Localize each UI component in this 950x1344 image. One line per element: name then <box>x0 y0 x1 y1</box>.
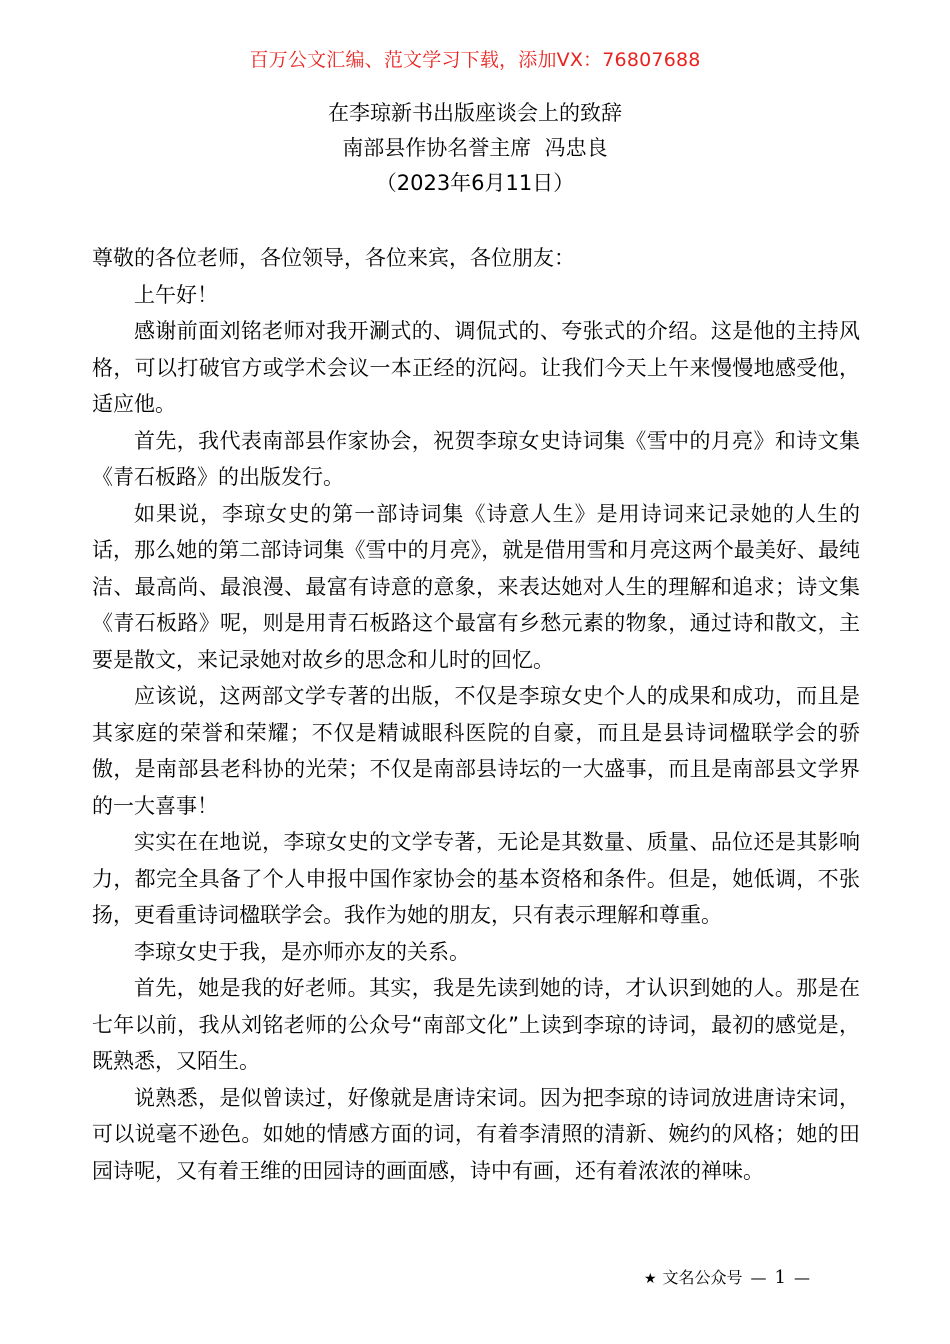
body-paragraph: 感谢前面刘铭老师对我开涮式的、调侃式的、夸张式的介绍。这是他的主持风格，可以打破官方或学术会议一本正经的沉闷。让我们今天上午来慢慢地感受他，适应他。 <box>92 319 860 416</box>
body-paragraph: 说熟悉，是似曾读过，好像就是唐诗宋词。因为把李琼的诗词放进唐诗宋词，可以说毫不逊色。如她的情感方面的词，有着李清照的清新、婉约的风格；她的田园诗呢，又有着王维的田园诗的画面感，诗中有画，还有着浓浓的禅味。 <box>92 1085 860 1183</box>
title-block <box>0 96 950 201</box>
body-paragraph: 首先，我代表南部县作家协会，祝贺李琼女史诗词集《雪中的月亮》和诗文集《青石板路》的出版发行。 <box>92 428 860 489</box>
footer-dash-right: — <box>794 1268 810 1287</box>
speech-body <box>92 240 860 1189</box>
speaker-line: 南部县作协名誉主席 冯忠良 <box>342 136 608 160</box>
speech-date: （2023年6月11日） <box>375 171 575 195</box>
star-icon: ★ <box>643 1271 657 1287</box>
page-footer <box>644 1266 818 1291</box>
speech-title: 在李琼新书出版座谈会上的致辞 <box>328 101 622 125</box>
body-paragraph: 李琼女史于我，是亦师亦友的关系。 <box>134 939 470 964</box>
footer-label: 文名公众号 <box>662 1268 743 1287</box>
footer-dash-left: — <box>750 1268 767 1287</box>
watermark-banner: 百万公文汇编、范文学习下载，添加VX：76807688 <box>249 49 701 71</box>
page-number: 1 <box>774 1267 786 1288</box>
body-paragraph: 如果说，李琼女史的第一部诗词集《诗意人生》是用诗词来记录她的人生的话，那么她的第二部诗词集《雪中的月亮》，就是借用雪和月亮这两个最美好、最纯洁、最高尚、最浪漫、最富有诗意的意象，来表达她对人生的理解和追求；诗文集《青石板路》呢，则是用青石板路这个最富有乡愁元素的物象，通过诗和散文，主要是散文，来记录她对故乡的思念和儿时的回忆。 <box>92 501 860 672</box>
body-paragraph: 上午好！ <box>134 282 218 307</box>
salutation-paragraph: 尊敬的各位老师，各位领导，各位来宾，各位朋友： <box>92 246 575 270</box>
body-paragraph: 实实在在地说，李琼女史的文学专著，无论是其数量、质量、品位还是其影响力，都完全具备了个人申报中国作家协会的基本资格和条件。但是，她低调，不张扬，更看重诗词楹联学会。我作为她的朋友，只有表示理解和尊重。 <box>92 830 860 927</box>
body-paragraph: 首先，她是我的好老师。其实，我是先读到她的诗，才认识到她的人。那是在七年以前，我从刘铭老师的公众号“南部文化”上读到李琼的诗词，最初的感觉是，既熟悉，又陌生。 <box>92 976 860 1073</box>
body-paragraph: 应该说，这两部文学专著的出版，不仅是李琼女史个人的成果和成功，而且是其家庭的荣誉和荣耀；不仅是精诚眼科医院的自豪，而且是县诗词楹联学会的骄傲，是南部县老科协的光荣；不仅是南部县诗坛的一大盛事，而且是南部县文学界的一大喜事！ <box>92 684 860 818</box>
